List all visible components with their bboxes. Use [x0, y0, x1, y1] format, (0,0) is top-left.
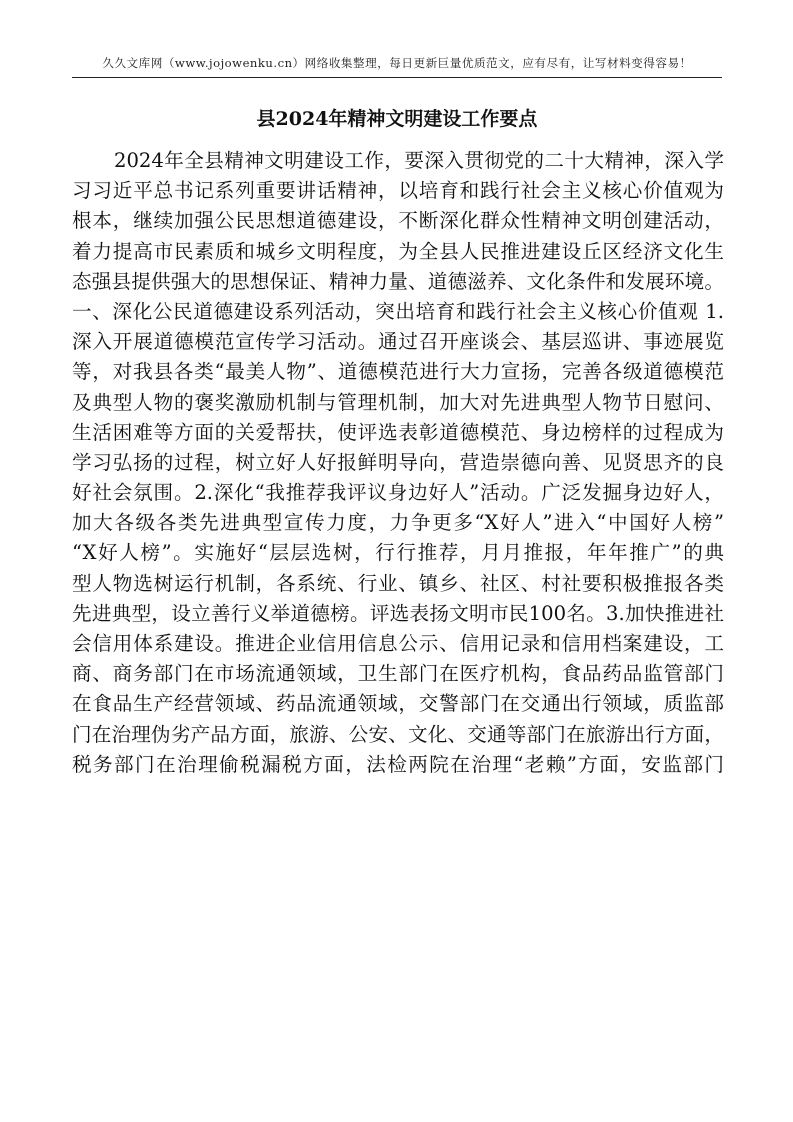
document-body — [72, 146, 724, 780]
body-line: 根本，继续加强公民思想道德建设，不断深化群众性精神文明创建活动， — [72, 209, 724, 233]
body-line: 在食品生产经营领域、药品流通领域，交警部门在交通出行领域，质监部 — [72, 692, 724, 716]
body-line: 商、商务部门在市场流通领域，卫生部门在医疗机构，食品药品监管部门 — [72, 662, 724, 686]
body-line: 会信用体系建设。推进企业信用信息公示、信用记录和信用档案建设，工 — [72, 632, 724, 655]
body-line: 学习弘扬的过程，树立好人好报鲜明导向，营造崇德向善、见贤思齐的良 — [72, 450, 724, 474]
body-line: 税务部门在治理偷税漏税方面，法检两院在治理“老赖”方面，安监部门 — [72, 752, 724, 776]
body-line: 加大各级各类先进典型宣传力度，力争更多“X好人”进入“中国好人榜” — [72, 511, 724, 535]
document-title: 县2024年精神文明建设工作要点 — [256, 108, 538, 130]
body-line: “X好人榜”。实施好“层层选树，行行推荐，月月推报，年年推广”的典 — [72, 541, 724, 565]
header-divider — [72, 77, 722, 78]
site-header-text: 久久文库网（www.jojowenku.cn）网络收集整理，每日更新巨量优质范文，应有尽有，让写材料变得容易！ — [102, 56, 692, 70]
body-line: 一、深化公民道德建设系列活动，突出培育和践行社会主义核心价值观 1. — [72, 299, 724, 323]
body-line: 习习近平总书记系列重要讲话精神，以培育和践行社会主义核心价值观为 — [72, 179, 724, 203]
body-line: 型人物选树运行机制，各系统、行业、镇乡、社区、村社要积极推报各类 — [72, 571, 724, 595]
body-line: 态强县提供强大的思想保证、精神力量、道德滋养、文化条件和发展环境。 — [72, 269, 724, 293]
body-line: 门在治理伪劣产品方面，旅游、公安、文化、交通等部门在旅游出行方面， — [72, 722, 724, 746]
body-line: 深入开展道德模范宣传学习活动。通过召开座谈会、基层巡讲、事迹展览 — [72, 330, 724, 354]
body-line: 2024年全县精神文明建设工作，要深入贯彻党的二十大精神，深入学 — [114, 149, 724, 172]
body-line: 等，对我县各类“最美人物”、道德模范进行大力宣扬，完善各级道德模范 — [72, 360, 724, 384]
body-line: 及典型人物的褒奖激励机制与管理机制，加大对先进典型人物节日慰问、 — [72, 390, 724, 414]
body-line: 着力提高市民素质和城乡文明程度，为全县人民推进建设丘区经济文化生 — [72, 239, 724, 263]
body-line: 好社会氛围。2.深化“我推荐我评议身边好人”活动。广泛发掘身边好人， — [72, 481, 724, 505]
body-line: 生活困难等方面的关爱帮扶，使评选表彰道德模范、身边榜样的过程成为 — [72, 420, 724, 444]
body-line: 先进典型，设立善行义举道德榜。评选表扬文明市民100名。3.加快推进社 — [72, 601, 724, 625]
